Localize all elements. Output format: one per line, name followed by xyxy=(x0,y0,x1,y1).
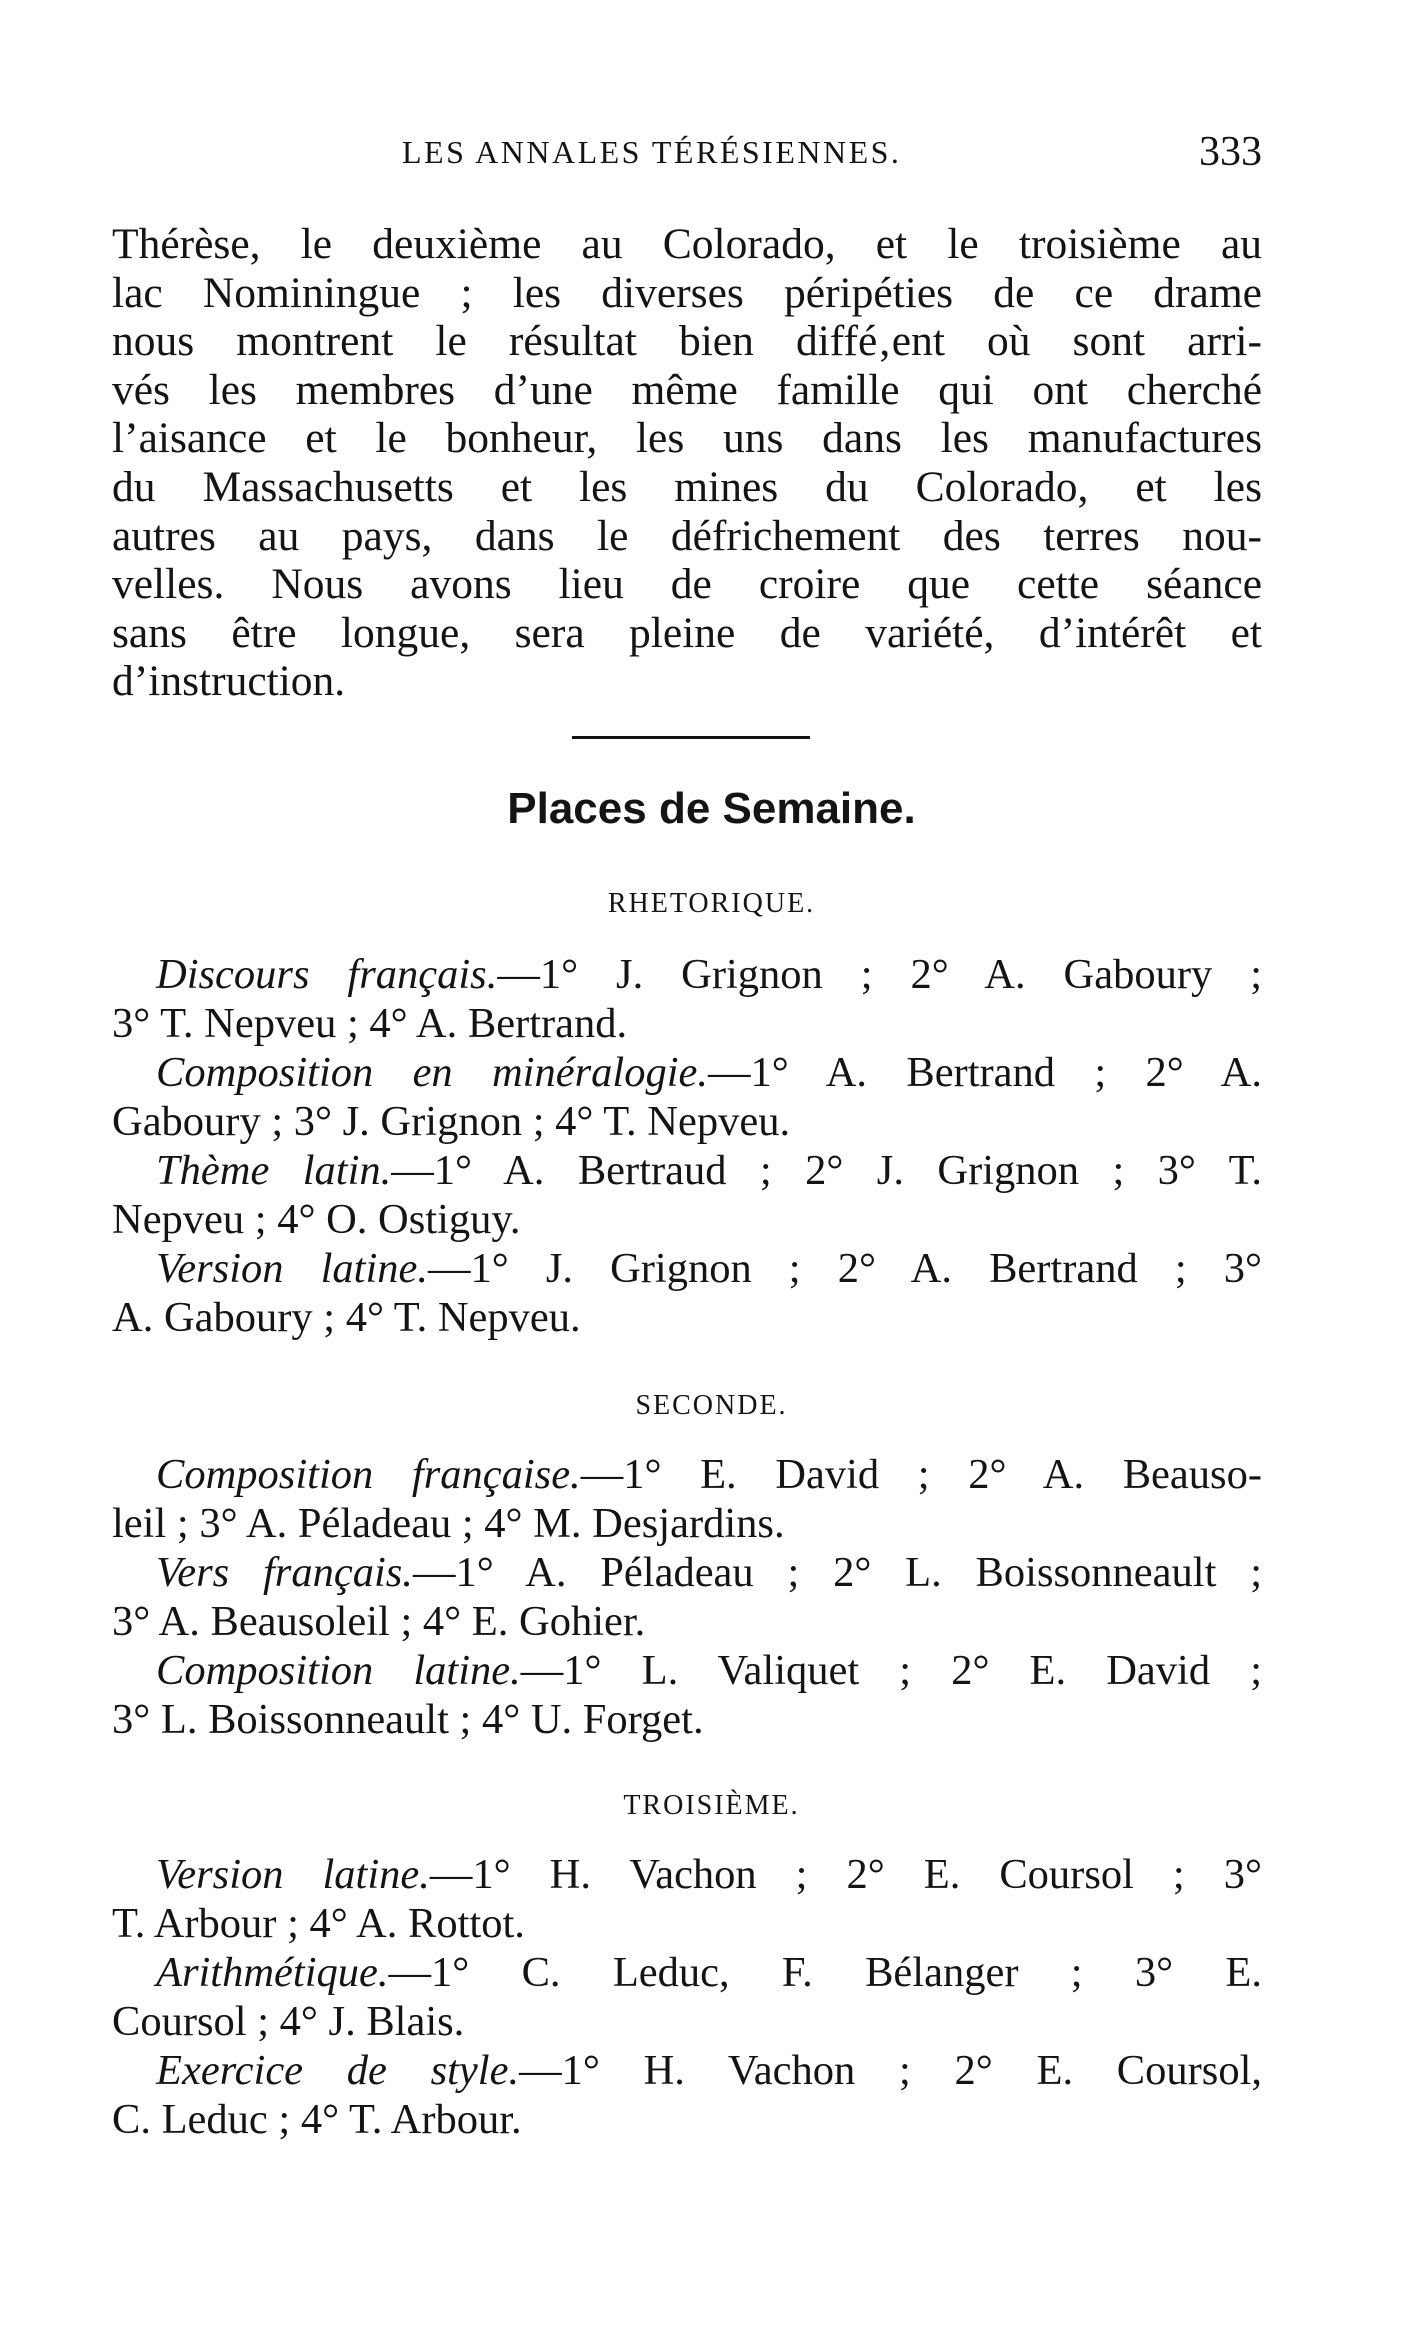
entry-line xyxy=(112,1146,1262,1195)
ranking-entry xyxy=(112,1450,1262,1548)
subject-label: Version latine. xyxy=(156,1245,428,1292)
entry-line xyxy=(112,1948,1262,1997)
paragraph-line: lac Nominingue ; les diverses péripéties de ce drame xyxy=(112,268,1262,317)
subject-label: Thème latin. xyxy=(156,1147,392,1194)
ranking-text: —1° E. David ; 2° A. Beauso- xyxy=(580,1451,1262,1498)
entry-line xyxy=(112,1646,1262,1695)
subject-label: Composition latine. xyxy=(156,1647,521,1694)
entry-line: C. Leduc ; 4° T. Arbour. xyxy=(112,2096,522,2143)
section-divider-rule xyxy=(572,736,810,739)
subject-label: Version latine. xyxy=(156,1851,430,1898)
entry-line: 3° A. Beausoleil ; 4° E. Gohier. xyxy=(112,1598,646,1645)
ranking-text: —1° J. Grignon ; 2° A. Gaboury ; xyxy=(497,951,1262,998)
paragraph-line: sans être longue, sera pleine de variété, d’intérêt et xyxy=(112,608,1262,657)
entry-line xyxy=(112,1548,1262,1597)
paragraph-line: Thérèse, le deuxième au Colorado, et le troisième au xyxy=(112,220,1262,268)
ranking-text: —1° H. Vachon ; 2° E. Coursol, xyxy=(519,2047,1263,2094)
paragraph-line: du Massachusetts et les mines du Colorado, et les xyxy=(112,462,1262,511)
ranking-text: —1° A. Péladeau ; 2° L. Boissonneault ; xyxy=(412,1549,1263,1596)
subject-label: Exercice de style. xyxy=(156,2047,520,2094)
subject-label: Composition française. xyxy=(156,1451,581,1498)
subject-label: Arithmétique. xyxy=(156,1949,389,1996)
class-title-troisieme: TROISIÈME. xyxy=(623,1790,800,1821)
class-title-rhetorique: RHETORIQUE. xyxy=(607,888,816,919)
subject-label: Composition en minéralogie. xyxy=(156,1049,708,1096)
running-head xyxy=(112,128,1262,178)
ranking-text: —1° J. Grignon ; 2° A. Bertrand ; 3° xyxy=(428,1245,1262,1292)
paragraph-line: autres au pays, dans le défrichement des terres nou- xyxy=(112,511,1262,560)
ranking-text: —1° L. Valiquet ; 2° E. David ; xyxy=(520,1647,1262,1694)
entry-line xyxy=(112,1048,1262,1097)
ranking-entry xyxy=(112,1646,1262,1744)
subject-label: Discours français. xyxy=(156,951,498,998)
page-number: 333 xyxy=(1199,129,1262,175)
ranking-text: —1° A. Bertrand ; 2° A. xyxy=(708,1049,1262,1096)
entry-line: 3° L. Boissonneault ; 4° U. Forget. xyxy=(112,1696,704,1743)
ranking-entry xyxy=(112,1948,1262,2046)
class-section-seconde xyxy=(112,1450,1262,1744)
ranking-text: —1° A. Bertraud ; 2° J. Grignon ; 3° T. xyxy=(391,1147,1263,1194)
ranking-entry xyxy=(112,950,1262,1048)
entry-line: Coursol ; 4° J. Blais. xyxy=(112,1998,465,2045)
paragraph-line: velles. Nous avons lieu de croire que cette séance xyxy=(112,560,1262,609)
entry-line: A. Gaboury ; 4° T. Nepveu. xyxy=(112,1294,581,1341)
entry-line xyxy=(112,1850,1262,1899)
intro-paragraph xyxy=(112,220,1262,706)
class-section-troisieme xyxy=(112,1850,1262,2144)
entry-line: T. Arbour ; 4° A. Rottot. xyxy=(112,1900,525,1947)
ranking-entry xyxy=(112,1244,1262,1342)
class-title-seconde: SECONDE. xyxy=(635,1390,788,1421)
ranking-text: —1° H. Vachon ; 2° E. Coursol ; 3° xyxy=(429,1851,1262,1898)
ranking-entry xyxy=(112,1048,1262,1146)
subject-label: Vers français. xyxy=(156,1549,413,1596)
entry-line xyxy=(112,1450,1262,1499)
entry-line: Gaboury ; 3° J. Grignon ; 4° T. Nepveu. xyxy=(112,1098,791,1145)
ranking-entry xyxy=(112,1548,1262,1646)
entry-line: leil ; 3° A. Péladeau ; 4° M. Desjardins. xyxy=(112,1500,785,1547)
paragraph-line: d’instruction. xyxy=(112,657,346,706)
paragraph-line: vés les membres d’une même famille qui ont cherché xyxy=(112,365,1262,414)
running-head-title: LES ANNALES TÉRÉSIENNES. xyxy=(402,134,902,170)
ranking-text: —1° C. Leduc, F. Bélanger ; 3° E. xyxy=(388,1949,1262,1996)
entry-line: Nepveu ; 4° O. Ostiguy. xyxy=(112,1196,521,1243)
class-section-rhetorique xyxy=(112,950,1262,1342)
ranking-entry xyxy=(112,2046,1262,2144)
paragraph-line: l’aisance et le bonheur, les uns dans les manufactures xyxy=(112,414,1262,463)
ranking-entry xyxy=(112,1146,1262,1244)
entry-line xyxy=(112,950,1262,999)
paragraph-line: nous montrent le résultat bien diffé‚ent où sont arri- xyxy=(112,317,1262,366)
entry-line: 3° T. Nepveu ; 4° A. Bertrand. xyxy=(112,1000,628,1047)
entry-line xyxy=(112,1244,1262,1293)
section-heading: Places de Semaine. xyxy=(507,784,916,833)
ranking-entry xyxy=(112,1850,1262,1948)
entry-line xyxy=(112,2046,1262,2095)
